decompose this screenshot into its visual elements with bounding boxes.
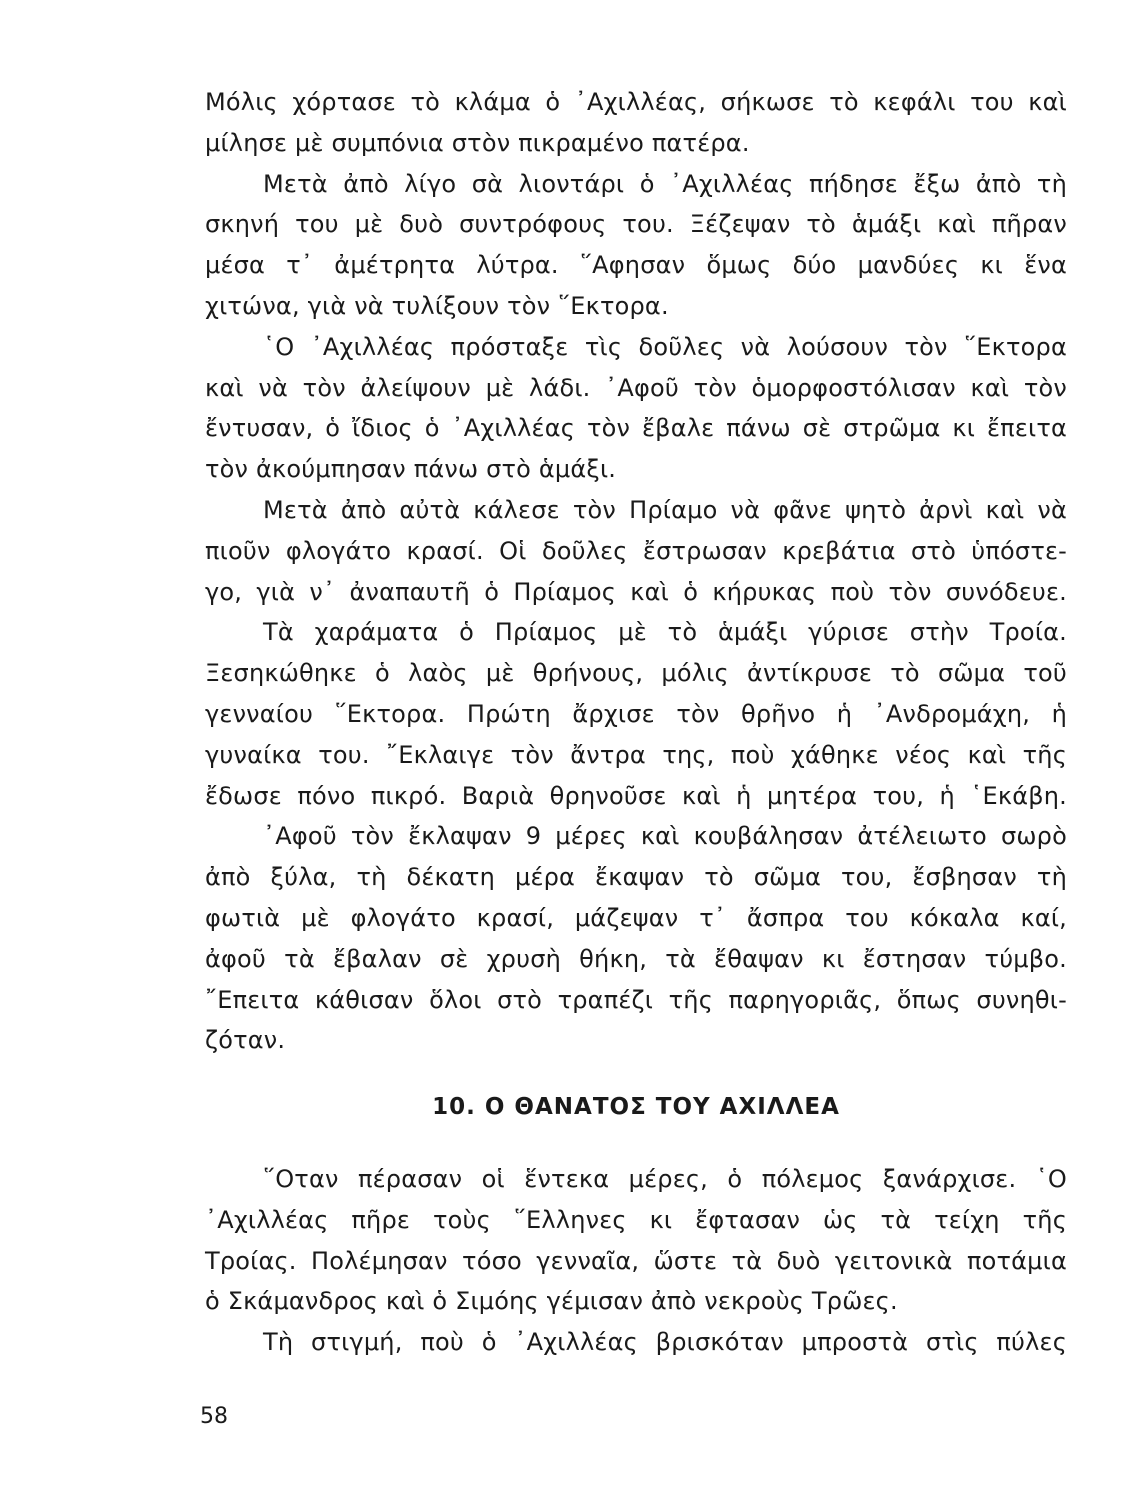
page-number: 58 bbox=[200, 1404, 228, 1429]
text-line: μέσα τ᾿ ἀμέτρητα λύτρα. ῞Αφησαν ὅμως δύο μανδύες κι ἕνα bbox=[205, 251, 1067, 280]
text-line: ἔδωσε πόνο πικρό. Βαριὰ θρηνοῦσε καὶ ἡ μητέρα του, ἡ ῾Εκάβη. bbox=[205, 781, 1067, 810]
text-line: Τὰ χαράματα ὁ Πρίαμος μὲ τὸ ἁμάξι γύρισε στὴν Τροία. bbox=[263, 618, 1067, 647]
text-line: ὁ Σκάμανδρος καὶ ὁ Σιμόης γέμισαν ἀπὸ νεκροὺς Τρῶες. bbox=[205, 1287, 898, 1316]
text-line: μίλησε μὲ συμπόνια στὸν πικραμένο πατέρα. bbox=[205, 128, 750, 157]
text-line: χιτώνα, γιὰ νὰ τυλίξουν τὸν ῞Εκτορα. bbox=[205, 291, 669, 320]
text-line: ζόταν. bbox=[205, 1026, 286, 1055]
text-line: σκηνή του μὲ δυὸ συντρόφους του. Ξέζεψαν τὸ ἁμάξι καὶ πῆραν bbox=[205, 210, 1067, 239]
body-text-section-2 bbox=[205, 1159, 1067, 1363]
text-line: τὸν ἀκούμπησαν πάνω στὸ ἁμάξι. bbox=[205, 455, 617, 484]
text-line: ῾Ο ᾿Αχιλλέας πρόσταξε τὶς δοῦλες νὰ λούσουν τὸν ῞Εκτορα bbox=[263, 332, 1067, 361]
chapter-heading: 10. Ο ΘΑΝΑΤΟΣ ΤΟΥ ΑΧΙΛΛΕΑ bbox=[432, 1094, 840, 1120]
text-line: ἔντυσαν, ὁ ἴδιος ὁ ᾿Αχιλλέας τὸν ἔβαλε πάνω σὲ στρῶμα κι ἔπειτα bbox=[205, 414, 1067, 443]
text-line: Μόλις χόρτασε τὸ κλάμα ὁ ᾿Αχιλλέας, σήκωσε τὸ κεφάλι του καὶ bbox=[205, 88, 1067, 116]
text-line: Τροίας. Πολέμησαν τόσο γενναῖα, ὥστε τὰ δυὸ γειτονικὰ ποτάμια bbox=[205, 1246, 1067, 1275]
text-line: Μετὰ ἀπὸ αὐτὰ κάλεσε τὸν Πρίαμο νὰ φᾶνε ψητὸ ἀρνὶ καὶ νὰ bbox=[263, 495, 1067, 524]
text-line: Ξεσηκώθηκε ὁ λαὸς μὲ θρήνους, μόλις ἀντίκρυσε τὸ σῶμα τοῦ bbox=[205, 659, 1067, 688]
text-line: ἀφοῦ τὰ ἔβαλαν σὲ χρυσὴ θήκη, τὰ ἔθαψαν κι ἔστησαν τύμβο. bbox=[205, 944, 1067, 973]
text-line: φωτιὰ μὲ φλογάτο κρασί, μάζεψαν τ᾿ ἄσπρα του κόκαλα καί, bbox=[205, 903, 1067, 932]
text-line: γενναίου ῞Εκτορα. Πρώτη ἄρχισε τὸν θρῆνο ἡ ᾿Ανδρομάχη, ἡ bbox=[205, 699, 1067, 728]
text-line: Μετὰ ἀπὸ λίγο σὰ λιοντάρι ὁ ᾿Αχιλλέας πήδησε ἔξω ἀπὸ τὴ bbox=[263, 169, 1067, 198]
text-line: ῞Οταν πέρασαν οἱ ἕντεκα μέρες, ὁ πόλεμος ξανάρχισε. ῾Ο bbox=[263, 1165, 1067, 1193]
text-line: πιοῦν φλογάτο κρασί. Οἱ δοῦλες ἔστρωσαν κρεβάτια στὸ ὑπόστε- bbox=[205, 536, 1067, 565]
text-line: Τὴ στιγμή, ποὺ ὁ ᾿Αχιλλέας βρισκόταν μπροστὰ στὶς πύλες bbox=[263, 1328, 1067, 1357]
text-line: ᾿Αφοῦ τὸν ἔκλαψαν 9 μέρες καὶ κουβάλησαν ἀτέλειωτο σωρὸ bbox=[263, 822, 1067, 851]
text-line: καὶ νὰ τὸν ἀλείψουν μὲ λάδι. ᾿Αφοῦ τὸν ὁμορφοστόλισαν καὶ τὸν bbox=[205, 373, 1067, 402]
text-line: ᾿Αχιλλέας πῆρε τοὺς ῞Ελληνες κι ἔφτασαν ὡς τὰ τείχη τῆς bbox=[205, 1205, 1067, 1234]
text-line: ῎Επειτα κάθισαν ὅλοι στὸ τραπέζι τῆς παρηγοριᾶς, ὅπως συνηθι- bbox=[205, 985, 1067, 1014]
text-line: γο, γιὰ ν᾿ ἀναπαυτῆ ὁ Πρίαμος καὶ ὁ κήρυκας ποὺ τὸν συνόδευε. bbox=[205, 577, 1067, 606]
text-line: ἀπὸ ξύλα, τὴ δέκατη μέρα ἔκαψαν τὸ σῶμα του, ἔσβησαν τὴ bbox=[205, 863, 1067, 892]
text-line: γυναίκα του. ῎Εκλαιγε τὸν ἄντρα της, ποὺ χάθηκε νέος καὶ τῆς bbox=[205, 740, 1067, 769]
body-text-section-1 bbox=[205, 82, 1067, 1061]
